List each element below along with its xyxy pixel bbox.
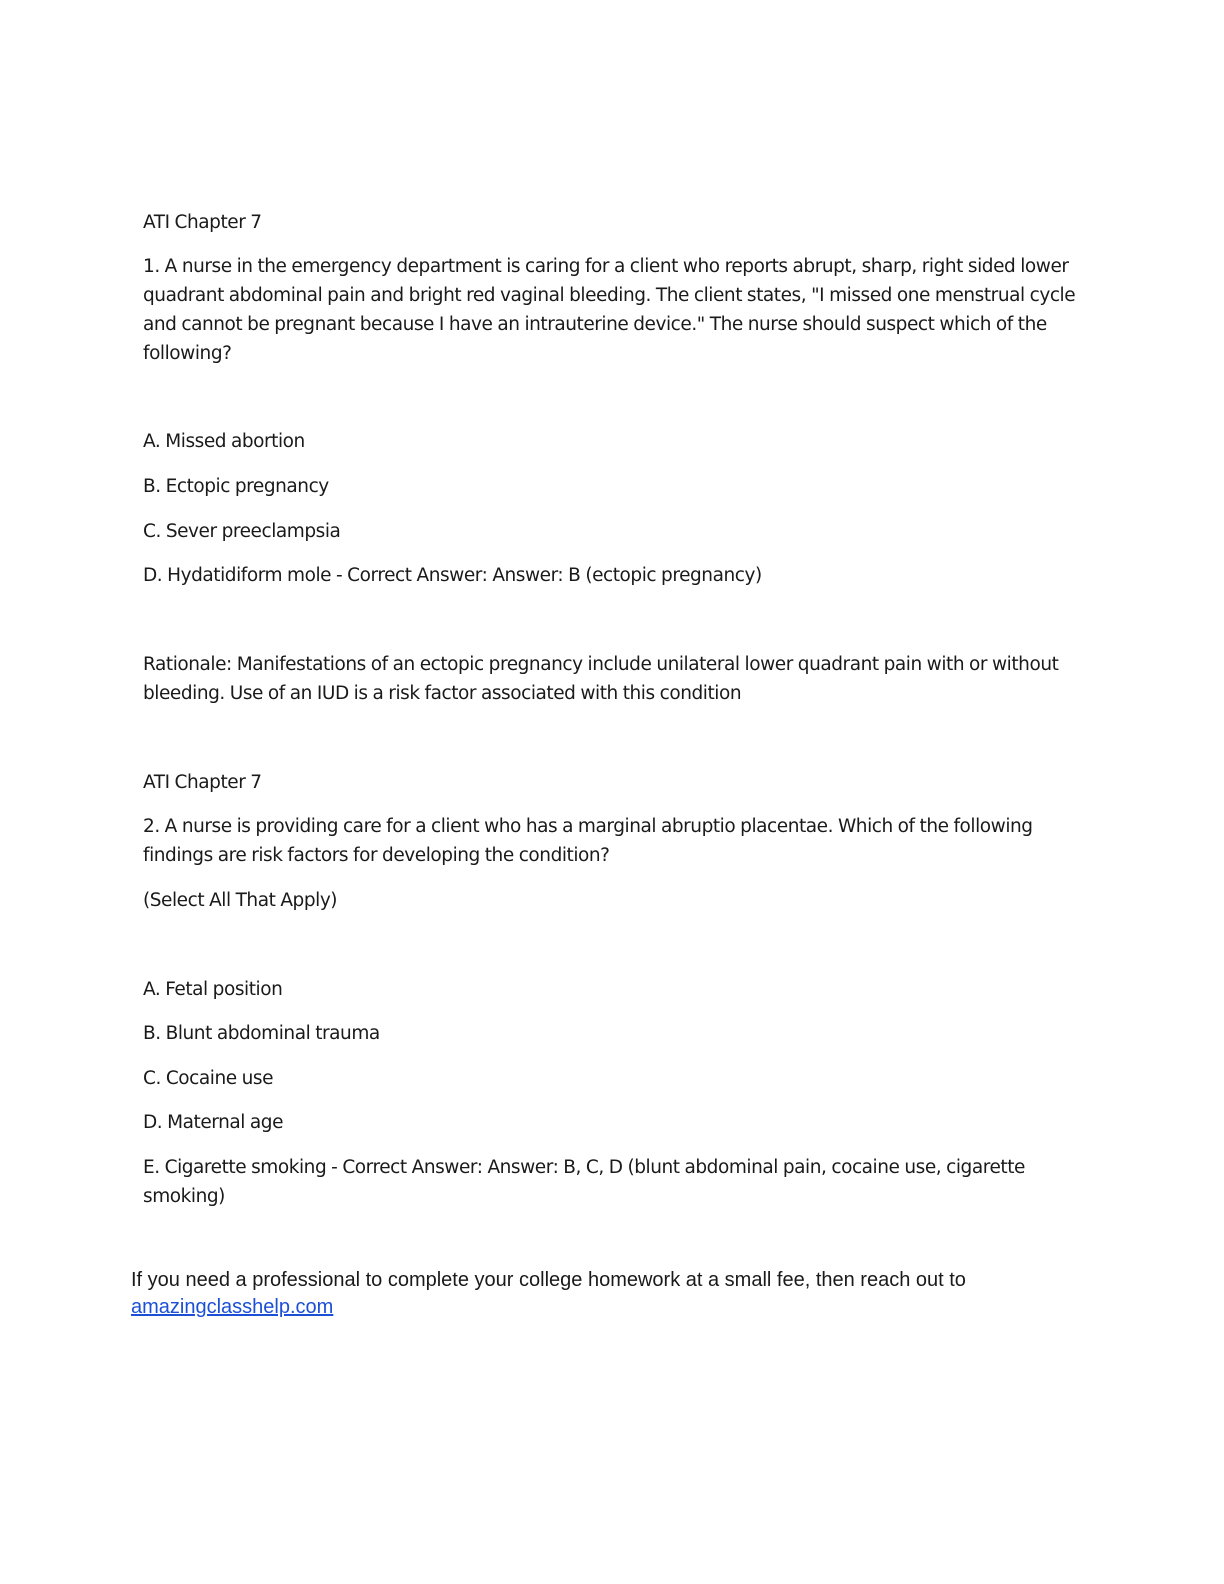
q1-option-c: C. Sever preeclampsia bbox=[143, 521, 341, 542]
q2-question-stem: 2. A nurse is providing care for a client who has a marginal abruptio placentae. Which of the following findings are risk factors for developing the condition? bbox=[143, 816, 1033, 866]
q1-option-d-answer: D. Hydatidiform mole - Correct Answer: Answer: B (ectopic pregnancy) bbox=[143, 565, 762, 586]
q1-rationale: Rationale: Manifestations of an ectopic pregnancy include unilateral lower quadrant pain with or without bleeding. Use of an IUD is a risk factor associated with this condition bbox=[143, 654, 1059, 704]
footer-link[interactable]: amazingclasshelp.com bbox=[131, 1296, 334, 1318]
q1-question-stem: 1. A nurse in the emergency department is caring for a client who reports abrupt, sharp, right sided lower quadrant abdominal pain and bright red vaginal bleeding. The client states, "I missed one menstrual cycle and cannot be pregnant because I have an intrauterine device." The nurse should suspect which of the following? bbox=[143, 256, 1076, 364]
q2-option-b: B. Blunt abdominal trauma bbox=[143, 1023, 380, 1044]
footer-promo bbox=[131, 1267, 1091, 1321]
q2-option-a: A. Fetal position bbox=[143, 979, 283, 1000]
q1-chapter-heading: ATI Chapter 7 bbox=[143, 212, 262, 233]
footer-promo-text: If you need a professional to complete your college homework at a small fee, then reach out to bbox=[131, 1269, 966, 1291]
q2-option-c: C. Cocaine use bbox=[143, 1068, 273, 1089]
q2-chapter-heading: ATI Chapter 7 bbox=[143, 772, 262, 793]
q1-option-a: A. Missed abortion bbox=[143, 431, 305, 452]
q2-select-all-instruction: (Select All That Apply) bbox=[143, 890, 338, 911]
q2-option-e-answer: E. Cigarette smoking - Correct Answer: Answer: B, C, D (blunt abdominal pain, cocaine use, cigarette smoking) bbox=[143, 1157, 1025, 1207]
q2-option-d: D. Maternal age bbox=[143, 1112, 284, 1133]
q1-option-b: B. Ectopic pregnancy bbox=[143, 476, 329, 497]
